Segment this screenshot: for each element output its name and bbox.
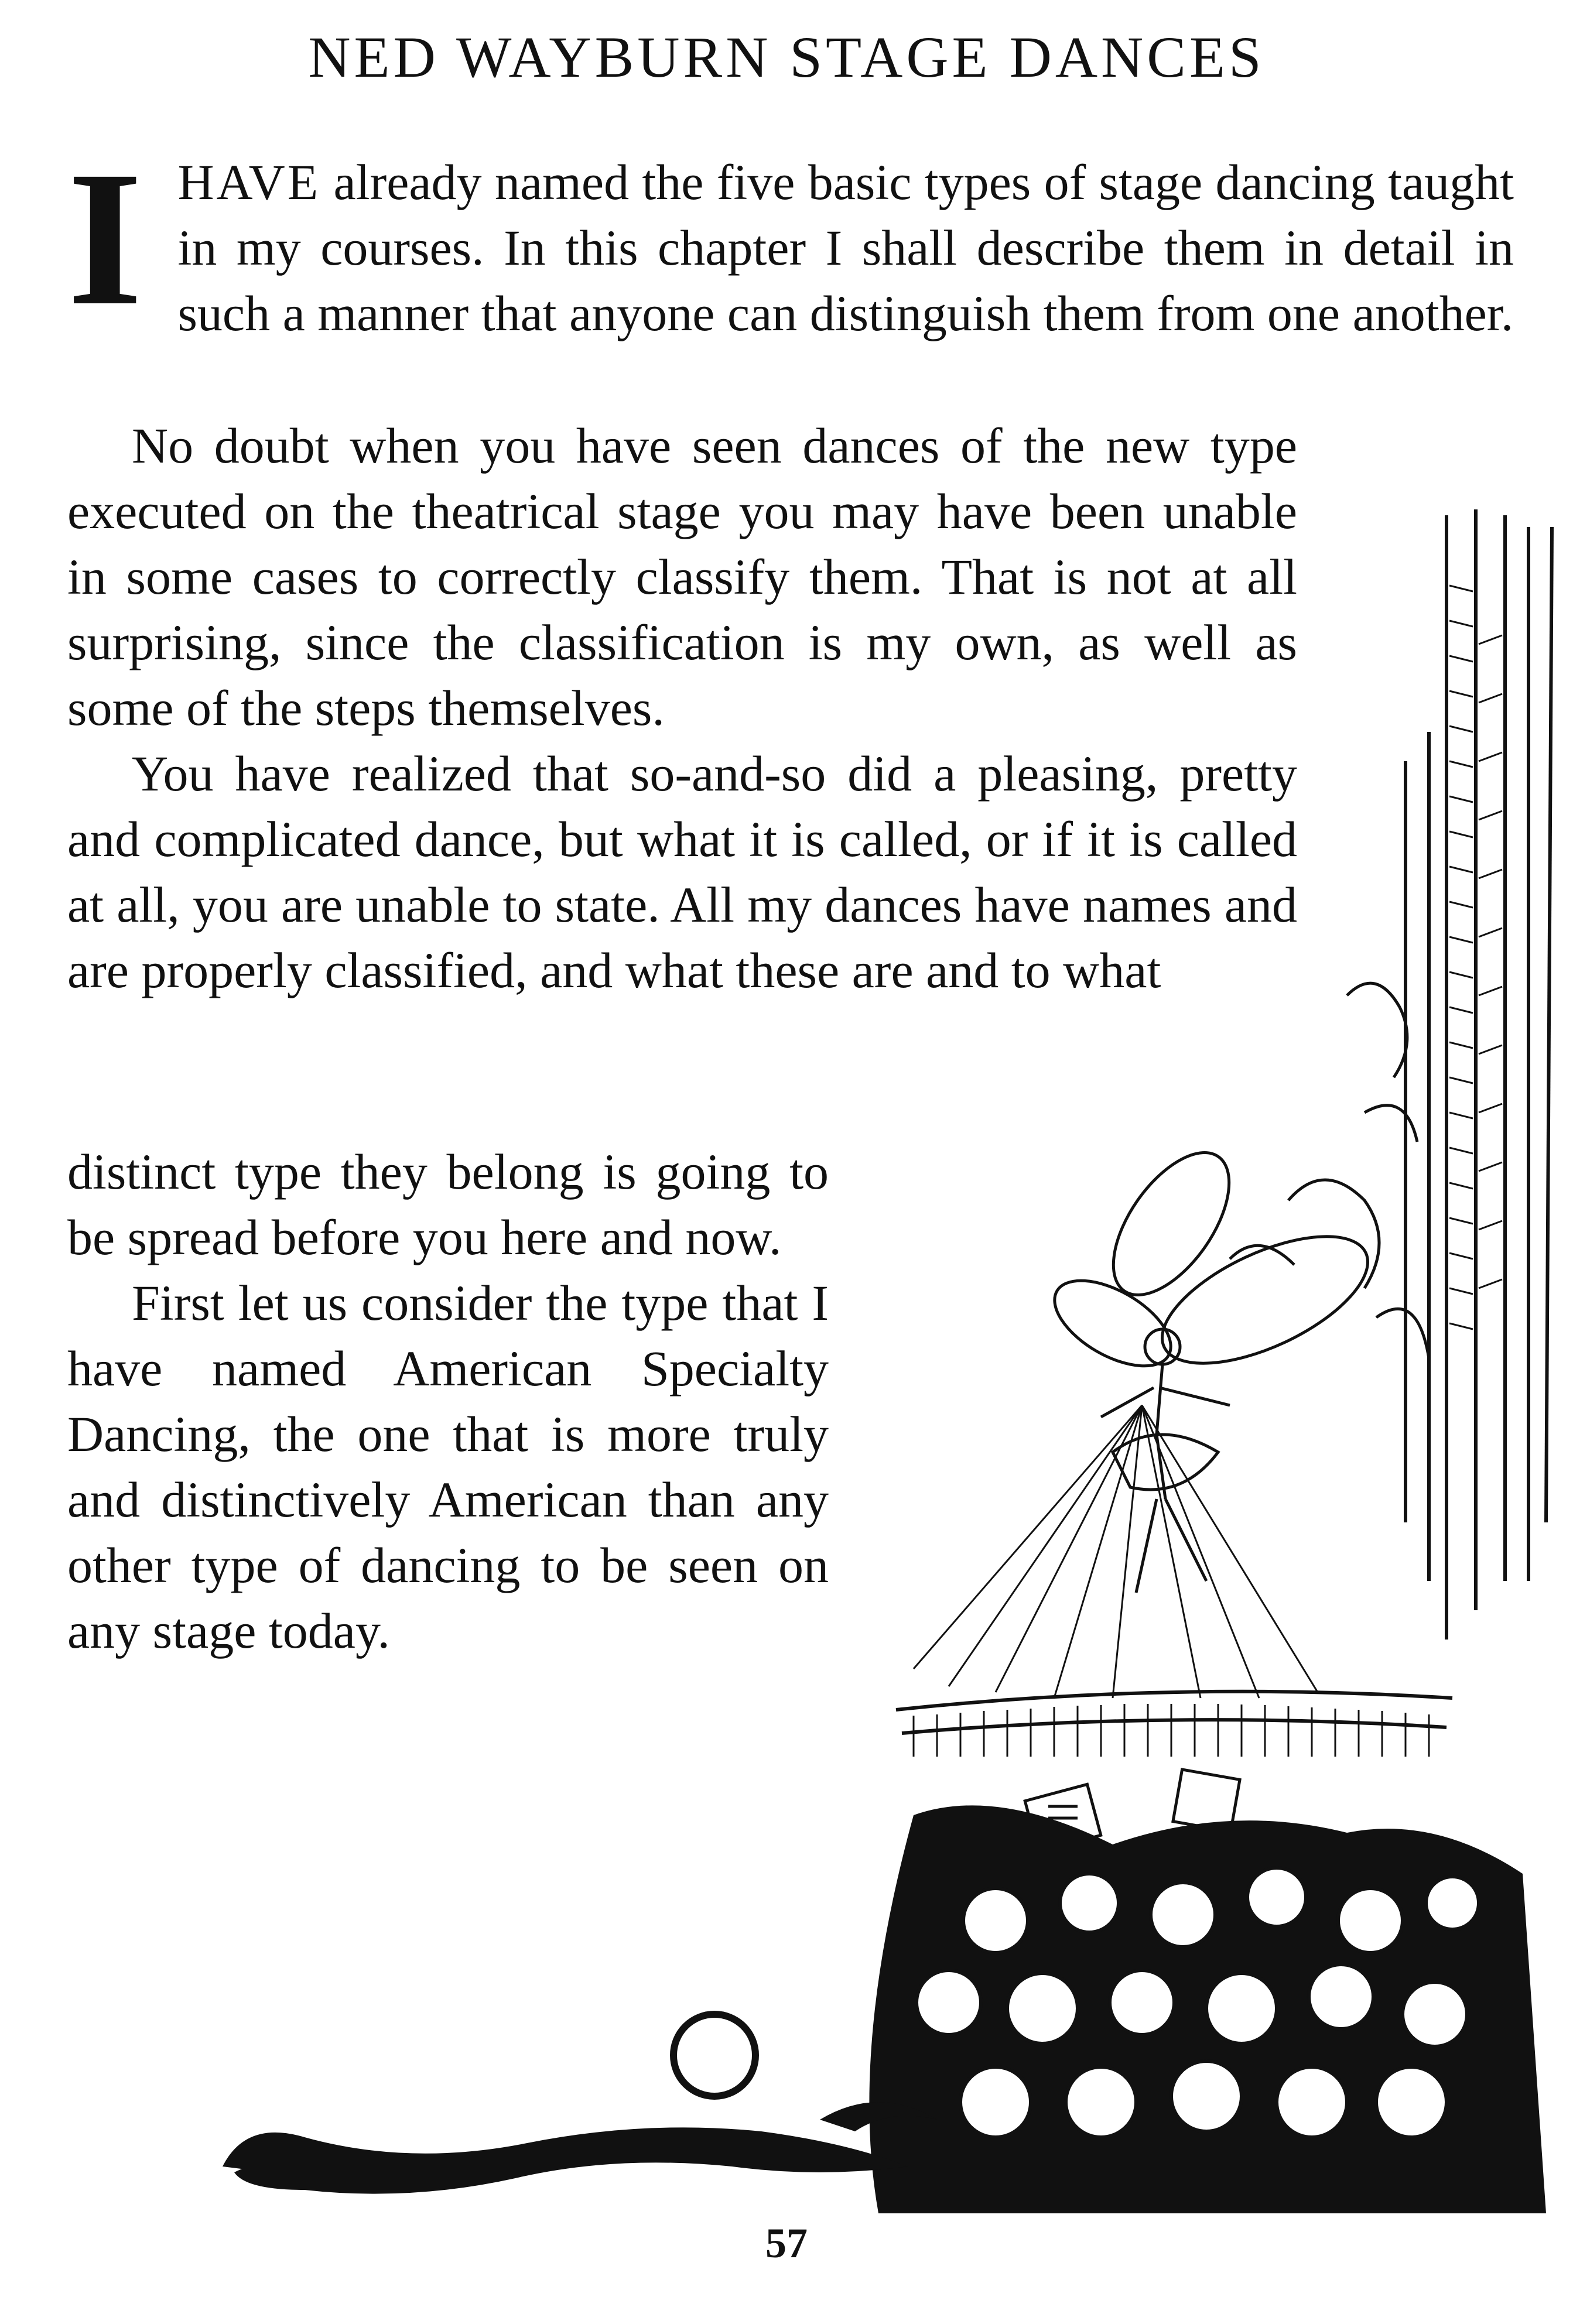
fairy-dancer (1041, 1133, 1386, 1593)
page-number: 57 (765, 2220, 808, 2267)
foliage (1230, 983, 1429, 1358)
curtain-drapes (1406, 509, 1552, 1640)
stage-fringe (914, 1704, 1429, 1757)
flourish (223, 2102, 937, 2194)
paragraph-3-continued: distinct type they belong is going to be spread before you here and now. (67, 1144, 829, 1265)
page-title: NED WAYBURN STAGE DANCES (308, 25, 1265, 90)
stage-platform (896, 1692, 1452, 1733)
paragraph-4: First let us consider the type that I have named American Specialty Dancing, the one that is more truly and distinctively American than any other type of dancing to be seen on any stage today. (67, 1275, 829, 1659)
drop-cap: I (67, 132, 143, 345)
intro-text: already named the five basic types of stage dancing taught in my courses. In this chapter I shall describe them in detail in such a manner that anyone can distinguish them from one another. (177, 154, 1514, 341)
intro-cap-word: HAVE (177, 154, 321, 210)
paragraph-2: No doubt when you have seen dances of the new type executed on the theatrical stage you may have been unable in some cases to correctly classify them. That is not at all surprising, since the classification is my own, as well as some of the steps themselves. (67, 417, 1297, 736)
paragraph-3: You have realized that so-and-so did a pleasing, pretty and complicated dance, but what it is called, or if it is called at all, you are unable to state. All my dances have names and are properly classified, and what these are and to what (67, 745, 1297, 998)
